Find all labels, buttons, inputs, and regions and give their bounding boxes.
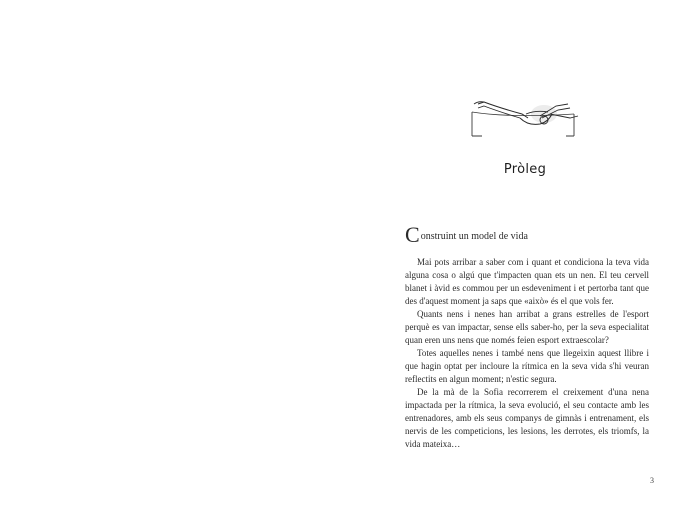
gymnast-illustration bbox=[470, 96, 582, 142]
paragraph: De la mà de la Sofia recorrerem el creixement d'una nena impactada per la rítmica, la seva evolució, el seu contacte amb les entrenadores, amb els seus companys de gimnàs i entrenament, els nervis de les competicions, les lesions, les derrotes, els triomfs, la vida mateixa… bbox=[405, 387, 649, 449]
section-heading bbox=[405, 224, 528, 246]
page-number: 3 bbox=[650, 476, 654, 485]
drop-cap: C bbox=[405, 222, 420, 247]
body-text bbox=[405, 256, 649, 451]
paragraph: Mai pots arribar a saber com i quant et condiciona la teva vida alguna cosa o algú que t'impacten quan ets un nen. El teu cervell blanet i àvid es commou per un esdeveniment i et pertorba tant que des d'aquest moment ja saps que «això» és el que vols fer. bbox=[405, 257, 649, 306]
section-heading-text: onstruint un model de vida bbox=[420, 231, 528, 242]
paragraph: Totes aquelles nenes i també nens que llegeixin aquest llibre i que hagin optat per incloure la rítmica en la seva vida s'hi veuran reflectits en algun moment; n'estic segura. bbox=[405, 348, 649, 384]
paragraph: Quants nens i nenes han arribat a grans estrelles de l'esport perquè es van impactar, sense ells saber-ho, per la seva especialitat quan eren uns nens que només feien esport extraescolar? bbox=[405, 309, 649, 345]
right-page bbox=[350, 0, 700, 514]
chapter-title: Pròleg bbox=[503, 162, 547, 177]
